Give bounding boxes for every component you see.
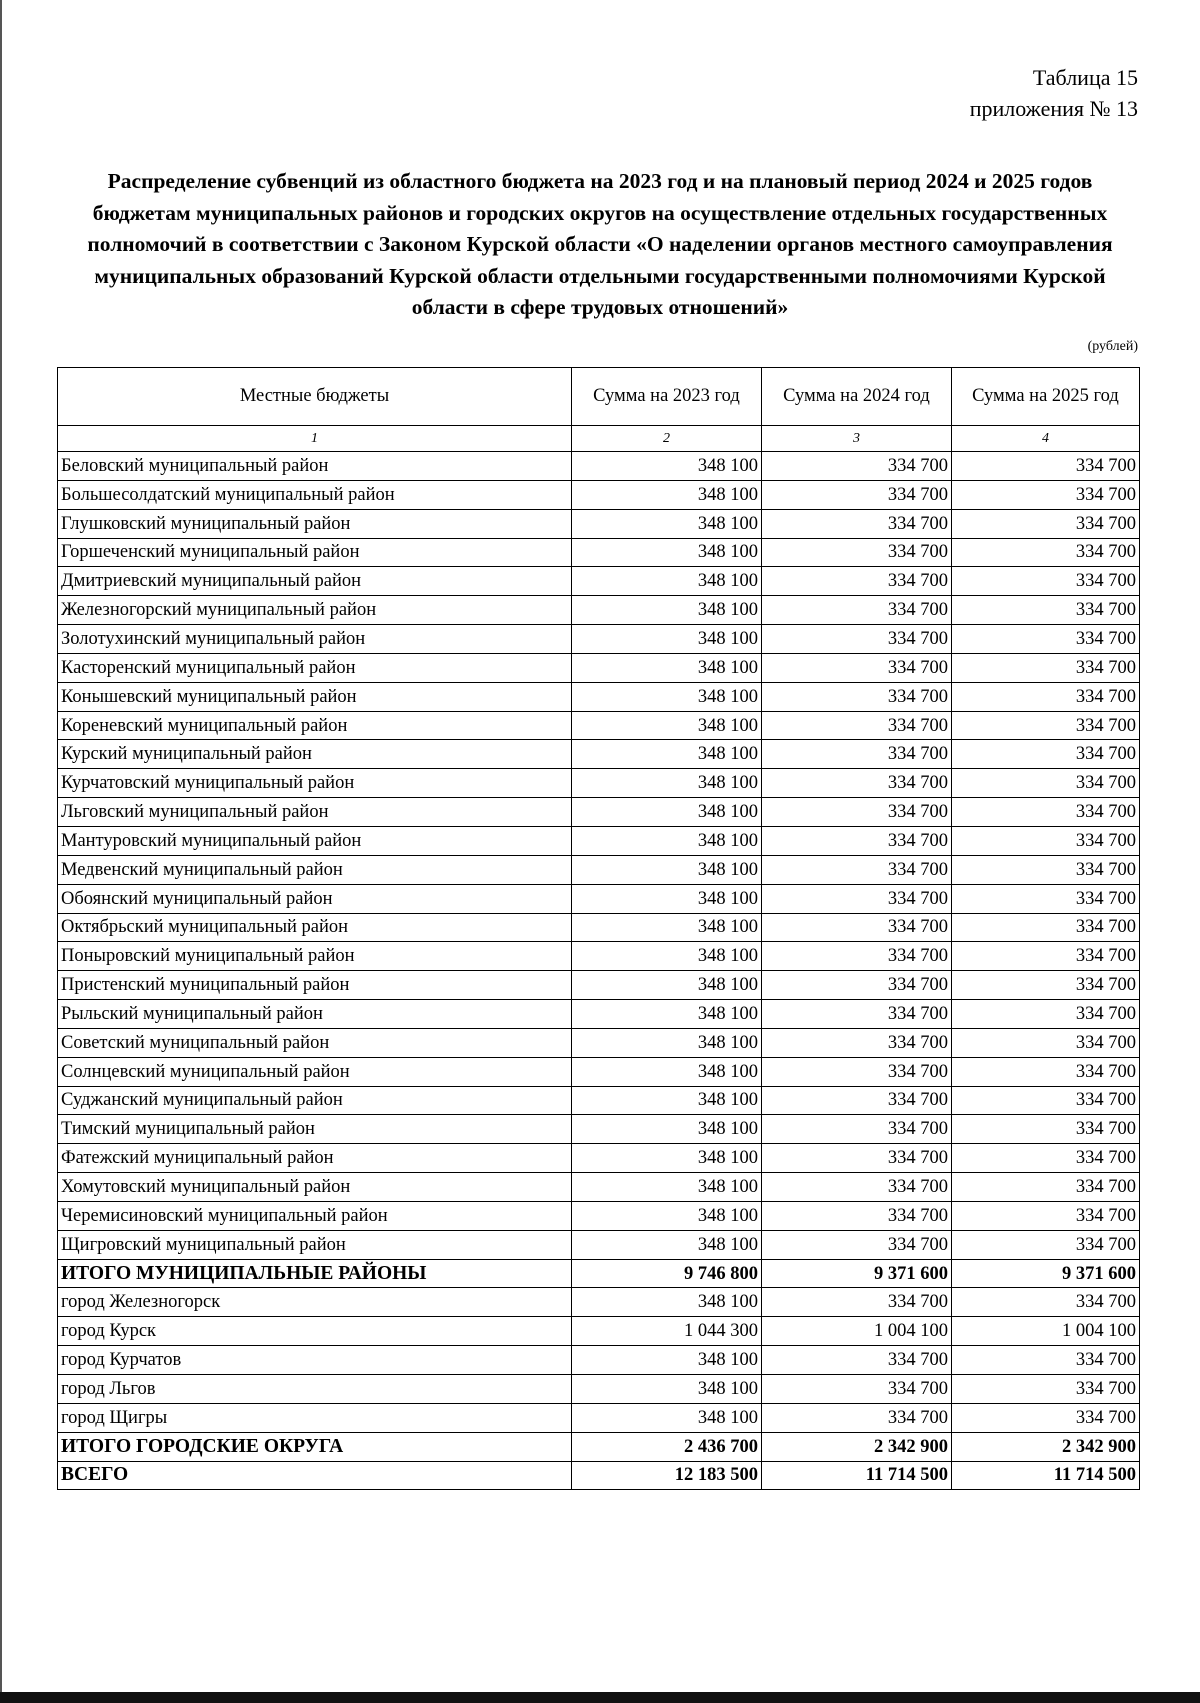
amount-2023-cell: 348 100 [572,1375,762,1404]
amount-2024-cell: 1 004 100 [762,1317,952,1346]
amount-2025-cell: 334 700 [952,740,1140,769]
amount-2025-cell: 334 700 [952,1000,1140,1029]
amount-2025-cell: 334 700 [952,1375,1140,1404]
amount-2025-cell: 334 700 [952,538,1140,567]
amount-2023-cell: 348 100 [572,913,762,942]
amount-2023-cell: 348 100 [572,711,762,740]
amount-2023-cell: 348 100 [572,1201,762,1230]
amount-2024-cell: 334 700 [762,1086,952,1115]
table-row [58,596,1140,625]
amount-2025-cell: 11 714 500 [952,1461,1140,1490]
budget-name-cell: Тимский муниципальный район [58,1115,572,1144]
table-row [58,769,1140,798]
budget-name-cell: Горшеченский муниципальный район [58,538,572,567]
amount-2023-cell: 348 100 [572,942,762,971]
amount-2025-cell: 334 700 [952,769,1140,798]
amount-2024-cell: 334 700 [762,711,952,740]
amount-2023-cell: 348 100 [572,971,762,1000]
table-row [58,1086,1140,1115]
appendix-label: приложения № 13 [969,96,1138,121]
amount-2025-cell: 334 700 [952,1057,1140,1086]
amount-2025-cell: 334 700 [952,884,1140,913]
amount-2024-cell: 334 700 [762,452,952,481]
table-row [58,855,1140,884]
amount-2024-cell: 334 700 [762,1028,952,1057]
amount-2025-cell: 334 700 [952,1086,1140,1115]
amount-2025-cell: 334 700 [952,1346,1140,1375]
amount-2023-cell: 348 100 [572,509,762,538]
budget-name-cell: Льговский муниципальный район [58,798,572,827]
budget-name-cell: Мантуровский муниципальный район [58,826,572,855]
amount-2024-cell: 334 700 [762,1346,952,1375]
amount-2024-cell: 334 700 [762,625,952,654]
amount-2024-cell: 334 700 [762,509,952,538]
amount-2024-cell: 334 700 [762,1000,952,1029]
amount-2023-cell: 348 100 [572,480,762,509]
amount-2024-cell: 334 700 [762,913,952,942]
amount-2025-cell: 334 700 [952,509,1140,538]
budget-name-cell: Курский муниципальный район [58,740,572,769]
amount-2025-cell: 334 700 [952,625,1140,654]
table-row [58,971,1140,1000]
document-title: Распределение субвенций из областного бюджета на 2023 год и на плановый период 2024 и 2025 годов бюджетам муниципальных районов и городских округов на осуществление отдельных государственных полномочий в соответствии с Законом Курской области «О наделении органов местного самоуправления муниципальных образований Курской области отдельными государственными полномочиями Курской области в сфере трудовых отношений» [87,169,1113,319]
budget-name-cell: Конышевский муниципальный район [58,682,572,711]
amount-2025-cell: 334 700 [952,798,1140,827]
amount-2024-cell: 2 342 900 [762,1432,952,1461]
budget-name-cell: Октябрьский муниципальный район [58,913,572,942]
amount-2024-cell: 334 700 [762,769,952,798]
amount-2024-cell: 334 700 [762,1115,952,1144]
budget-name-cell: Пристенский муниципальный район [58,971,572,1000]
amount-2023-cell: 348 100 [572,1346,762,1375]
table-header-row [58,368,1140,426]
table-row [58,480,1140,509]
amount-2023-cell: 348 100 [572,567,762,596]
amount-2023-cell: 348 100 [572,1173,762,1202]
amount-2023-cell: 348 100 [572,452,762,481]
amount-2024-cell: 334 700 [762,1288,952,1317]
amount-2024-cell: 334 700 [762,596,952,625]
amount-2025-cell: 1 004 100 [952,1317,1140,1346]
scan-edge-left [0,0,2,1703]
table-row [58,1288,1140,1317]
amount-2024-cell: 334 700 [762,740,952,769]
budget-name-cell: Советский муниципальный район [58,1028,572,1057]
amount-2025-cell: 334 700 [952,711,1140,740]
amount-2023-cell: 348 100 [572,596,762,625]
table-row [58,1346,1140,1375]
amount-2023-cell: 348 100 [572,884,762,913]
amount-2024-cell: 11 714 500 [762,1461,952,1490]
budget-name-cell: ВСЕГО [58,1461,572,1490]
amount-2023-cell: 348 100 [572,826,762,855]
budget-name-cell: Черемисиновский муниципальный район [58,1201,572,1230]
scan-edge-bottom [0,1692,1200,1703]
table-row [58,682,1140,711]
amount-2023-cell: 9 746 800 [572,1259,762,1288]
budget-table [57,367,1140,1490]
amount-2023-cell: 1 044 300 [572,1317,762,1346]
column-number: 3 [762,426,952,452]
amount-2024-cell: 334 700 [762,538,952,567]
unit-note: (рублей) [1087,339,1138,354]
budget-name-cell: Беловский муниципальный район [58,452,572,481]
amount-2024-cell: 334 700 [762,1403,952,1432]
budget-name-cell: ИТОГО МУНИЦИПАЛЬНЫЕ РАЙОНЫ [58,1259,572,1288]
table-row [58,653,1140,682]
table-row [58,509,1140,538]
budget-name-cell: Рыльский муниципальный район [58,1000,572,1029]
column-header-2023: Сумма на 2023 год [572,368,762,426]
table-row [58,1115,1140,1144]
amount-2023-cell: 348 100 [572,1230,762,1259]
column-number: 4 [952,426,1140,452]
table-row [58,942,1140,971]
budget-name-cell: Касторенский муниципальный район [58,653,572,682]
amount-2025-cell: 334 700 [952,1230,1140,1259]
amount-2023-cell: 12 183 500 [572,1461,762,1490]
amount-2024-cell: 334 700 [762,826,952,855]
amount-2024-cell: 334 700 [762,1144,952,1173]
amount-2024-cell: 334 700 [762,1375,952,1404]
amount-2025-cell: 334 700 [952,1403,1140,1432]
column-number: 1 [58,426,572,452]
amount-2025-cell: 334 700 [952,1144,1140,1173]
amount-2024-cell: 334 700 [762,884,952,913]
amount-2024-cell: 334 700 [762,653,952,682]
table-row [58,1230,1140,1259]
amount-2023-cell: 348 100 [572,1288,762,1317]
amount-2023-cell: 348 100 [572,740,762,769]
budget-name-cell: Солнцевский муниципальный район [58,1057,572,1086]
table-row [58,452,1140,481]
amount-2025-cell: 334 700 [952,480,1140,509]
column-number-row [58,426,1140,452]
table-label: Таблица 15 [1032,65,1138,90]
table-row [58,884,1140,913]
table-row [58,1173,1140,1202]
budget-name-cell: Железногорский муниципальный район [58,596,572,625]
amount-2025-cell: 334 700 [952,1115,1140,1144]
amount-2023-cell: 348 100 [572,682,762,711]
amount-2025-cell: 334 700 [952,452,1140,481]
amount-2025-cell: 334 700 [952,826,1140,855]
budget-name-cell: Щигровский муниципальный район [58,1230,572,1259]
amount-2025-cell: 334 700 [952,596,1140,625]
table-row [58,625,1140,654]
table-total-row [58,1432,1140,1461]
table-row [58,740,1140,769]
budget-name-cell: Хомутовский муниципальный район [58,1173,572,1202]
budget-name-cell: Дмитриевский муниципальный район [58,567,572,596]
table-row [58,1375,1140,1404]
amount-2024-cell: 334 700 [762,971,952,1000]
amount-2024-cell: 334 700 [762,855,952,884]
table-row [58,913,1140,942]
amount-2025-cell: 334 700 [952,1173,1140,1202]
budget-name-cell: Обоянский муниципальный район [58,884,572,913]
amount-2024-cell: 334 700 [762,480,952,509]
amount-2023-cell: 348 100 [572,538,762,567]
amount-2023-cell: 348 100 [572,1403,762,1432]
amount-2023-cell: 348 100 [572,625,762,654]
amount-2023-cell: 348 100 [572,1144,762,1173]
amount-2023-cell: 348 100 [572,653,762,682]
amount-2025-cell: 334 700 [952,653,1140,682]
amount-2023-cell: 348 100 [572,1115,762,1144]
budget-name-cell: ИТОГО ГОРОДСКИЕ ОКРУГА [58,1432,572,1461]
column-header-budgets: Местные бюджеты [58,368,572,426]
table-row [58,1000,1140,1029]
amount-2025-cell: 334 700 [952,942,1140,971]
table-body [58,452,1140,1490]
budget-name-cell: город Щигры [58,1403,572,1432]
amount-2024-cell: 334 700 [762,1230,952,1259]
amount-2025-cell: 9 371 600 [952,1259,1140,1288]
budget-name-cell: Глушковский муниципальный район [58,509,572,538]
budget-name-cell: Большесолдатский муниципальный район [58,480,572,509]
table-total-row [58,1259,1140,1288]
amount-2023-cell: 348 100 [572,769,762,798]
amount-2023-cell: 348 100 [572,1000,762,1029]
amount-2025-cell: 334 700 [952,855,1140,884]
table-row [58,1201,1140,1230]
amount-2024-cell: 334 700 [762,798,952,827]
amount-2024-cell: 334 700 [762,567,952,596]
table-row [58,538,1140,567]
budget-name-cell: Кореневский муниципальный район [58,711,572,740]
amount-2023-cell: 348 100 [572,1057,762,1086]
budget-name-cell: Золотухинский муниципальный район [58,625,572,654]
budget-name-cell: город Курчатов [58,1346,572,1375]
budget-name-cell: Фатежский муниципальный район [58,1144,572,1173]
amount-2024-cell: 334 700 [762,1173,952,1202]
table-row [58,1317,1140,1346]
budget-name-cell: Поныровский муниципальный район [58,942,572,971]
amount-2025-cell: 334 700 [952,913,1140,942]
column-header-2025: Сумма на 2025 год [952,368,1140,426]
amount-2025-cell: 334 700 [952,1288,1140,1317]
amount-2024-cell: 334 700 [762,1057,952,1086]
amount-2025-cell: 334 700 [952,682,1140,711]
table-total-row [58,1461,1140,1490]
amount-2023-cell: 348 100 [572,1086,762,1115]
budget-name-cell: Курчатовский муниципальный район [58,769,572,798]
amount-2024-cell: 334 700 [762,682,952,711]
budget-name-cell: город Льгов [58,1375,572,1404]
table-row [58,798,1140,827]
budget-name-cell: город Железногорск [58,1288,572,1317]
amount-2023-cell: 348 100 [572,798,762,827]
table-row [58,826,1140,855]
amount-2024-cell: 334 700 [762,1201,952,1230]
amount-2025-cell: 334 700 [952,971,1140,1000]
amount-2025-cell: 334 700 [952,1028,1140,1057]
table-reference [970,62,1138,124]
amount-2025-cell: 334 700 [952,1201,1140,1230]
column-header-2024: Сумма на 2024 год [762,368,952,426]
table-row [58,1144,1140,1173]
table-row [58,1403,1140,1432]
amount-2025-cell: 2 342 900 [952,1432,1140,1461]
amount-2024-cell: 334 700 [762,942,952,971]
budget-name-cell: город Курск [58,1317,572,1346]
amount-2023-cell: 348 100 [572,1028,762,1057]
amount-2025-cell: 334 700 [952,567,1140,596]
budget-name-cell: Медвенский муниципальный район [58,855,572,884]
table-row [58,711,1140,740]
table-row [58,1057,1140,1086]
amount-2023-cell: 348 100 [572,855,762,884]
table-row [58,1028,1140,1057]
amount-2023-cell: 2 436 700 [572,1432,762,1461]
budget-name-cell: Суджанский муниципальный район [58,1086,572,1115]
column-number: 2 [572,426,762,452]
amount-2024-cell: 9 371 600 [762,1259,952,1288]
table-row [58,567,1140,596]
